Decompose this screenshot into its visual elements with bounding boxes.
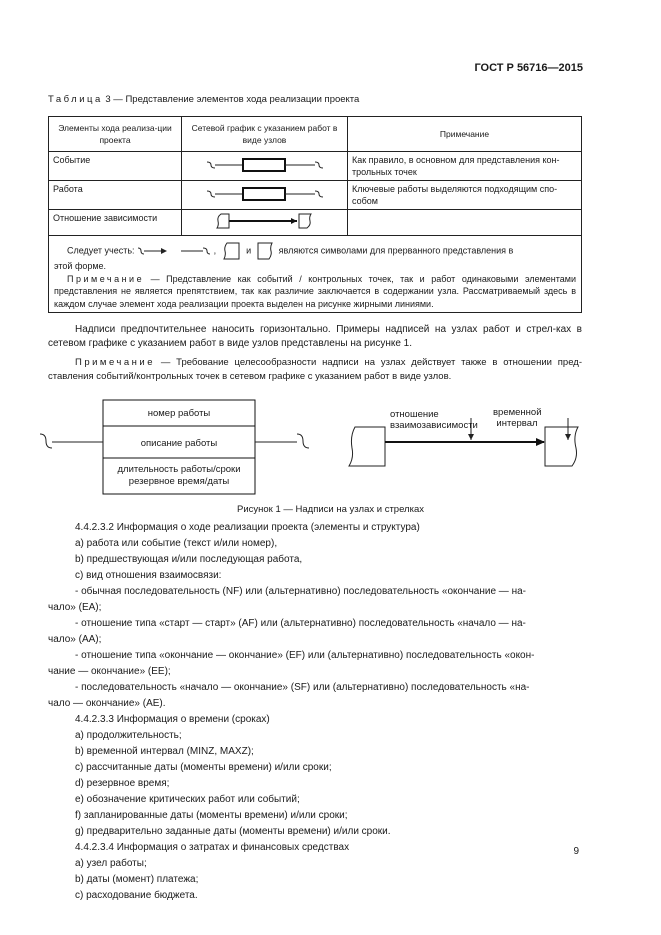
standard-header: ГОСТ Р 56716—2015	[474, 62, 583, 74]
list-item: b) временной интервал (MINZ, MAXZ);	[75, 746, 254, 757]
note-requirement-label: Примечание	[75, 357, 155, 368]
broken-line-icon	[179, 244, 211, 258]
list-item: c) расходование бюджета.	[75, 890, 198, 901]
list-item: b) предшествующая и/или последующая работа,	[75, 554, 303, 565]
footer-follow-text: Следует учесть:	[67, 245, 135, 256]
list-item: f) запланированные даты (моменты времени) и/или сроки;	[75, 810, 348, 821]
fig-relation-label-1: отношение	[390, 409, 439, 420]
list-item: a) работа или событие (текст и/или номер),	[75, 538, 278, 549]
section-heading-4-4-2-3-4: 4.4.2.3.4 Информация о затратах и финансовых средствах	[75, 842, 350, 853]
table-3	[48, 116, 582, 313]
row-element-event: Событие	[49, 152, 182, 181]
table-caption-prefix: Таблица	[48, 94, 103, 105]
broken-node-left-icon	[221, 242, 241, 260]
footer-note	[54, 273, 576, 311]
row-element-relation: Отношение зависимости	[49, 210, 182, 236]
section-heading-4-4-2-3-2: 4.4.2.3.2 Информация о ходе реализации проекта (элементы и структура)	[75, 522, 420, 533]
table-header-col1: Элементы хода реализа-ции проекта	[49, 117, 182, 152]
list-item: b) даты (момент) платежа;	[75, 874, 199, 885]
list-item-continuation: чало» (AA);	[48, 634, 102, 645]
list-item: a) продолжительность;	[75, 730, 182, 741]
list-item: - обычная последовательность (NF) или (альтернативно) последовательность «окончание — на-	[75, 586, 526, 597]
figure-1-caption: Рисунок 1 — Надписи на узлах и стрелках	[237, 504, 424, 515]
list-item: e) обозначение критических работ или событий;	[75, 794, 300, 805]
broken-arrow-icon	[137, 244, 169, 258]
note-requirement-text: — Требование целесообразности надписи на узлах действует также в отношении пред-ставления событий/контрольных точек в сетевом графике с указанием работ в виде узлов.	[48, 357, 582, 382]
dependency-symbol-icon	[215, 212, 315, 230]
footer-note-label: Примечание	[67, 273, 145, 284]
fig-box-reserve-label: резервное время/даты	[128, 476, 230, 487]
table-header-col3: Примечание	[348, 117, 582, 152]
paragraph-labels: Надписи предпочтительнее наносить горизонтально. Примеры надписей на узлах работ и стрел-ках в сетевом графике с указанием работ в виде узлов представлены на рисунке 1.	[48, 324, 582, 349]
figure-1	[35, 394, 595, 500]
list-item: - отношение типа «старт — старт» (AF) или (альтернативно) последовательность «начало — на-	[75, 618, 526, 629]
list-item-continuation: чание — окончание» (EE);	[48, 666, 171, 677]
list-item: g) предварительно заданные даты (моменты времени) и/или сроки.	[75, 826, 391, 837]
broken-node-right-icon	[256, 242, 276, 260]
row-note-relation	[348, 210, 582, 236]
fig-box-number-label: номер работы	[147, 408, 211, 419]
footer-and-text: и	[246, 245, 252, 256]
list-item: a) узел работы;	[75, 858, 147, 869]
fig-box-duration-label: длительность работы/сроки	[117, 464, 241, 475]
fig-box-description-label: описание работы	[140, 438, 218, 449]
list-item: - отношение типа «окончание — окончание» (EF) или (альтернативно) последовательность «окон-	[75, 650, 535, 661]
fig-relation-label	[390, 409, 478, 431]
list-item-continuation: чало» (EA);	[48, 602, 102, 613]
list-item-continuation: чало — окончание» (AE).	[48, 698, 166, 709]
event-symbol-cell	[182, 152, 348, 181]
row-element-work: Работа	[49, 181, 182, 210]
fig-interval-label-1: временной	[493, 407, 542, 418]
footer-rest-text: являются символами для прерванного представления в	[278, 245, 514, 256]
footer-note-text: — Представление как событий / контрольных точек, так и работ одинаковыми элементами представления не является препятствием, так как различие заключается в содержании узла. Рассматриваемый здесь в каждом случае элемент хода реализации проекта выделен на рисунке жирными линиями.	[54, 273, 576, 309]
table-caption-text: 3 — Представление элементов хода реализации проекта	[102, 94, 360, 105]
table-row	[49, 210, 582, 236]
footer-symbols-line: Следует учесть: , и являются символами для прерванного представления в	[54, 242, 576, 260]
page-number: 9	[573, 846, 579, 857]
list-item: d) резервное время;	[75, 778, 170, 789]
row-note-event: Как правило, в основном для представления кон-трольных точек	[348, 152, 582, 181]
table-header-row	[49, 117, 582, 152]
list-item: c) рассчитанные даты (моменты времени) и/или сроки;	[75, 762, 332, 773]
fig-interval-label	[493, 407, 541, 429]
event-symbol-icon	[205, 157, 325, 173]
table-footer-row	[49, 236, 582, 313]
list-item: c) вид отношения взаимосвязи:	[75, 570, 222, 581]
table-footer-cell	[49, 236, 582, 313]
fig-interval-label-2: интервал	[496, 418, 538, 429]
table-header-col2: Сетевой график с указанием работ в виде узлов	[182, 117, 348, 152]
table-caption	[48, 94, 359, 105]
footer-rest-text-2: этой форме.	[54, 261, 107, 271]
row-note-work: Ключевые работы выделяются подходящим спо-собом	[348, 181, 582, 210]
list-item: - последовательность «начало — окончание» (SF) или (альтернативно) последовательность «на-	[75, 682, 530, 693]
table-row	[49, 152, 582, 181]
work-symbol-icon	[205, 186, 325, 202]
note-requirement	[48, 356, 582, 383]
table-row	[49, 181, 582, 210]
section-heading-4-4-2-3-3: 4.4.2.3.3 Информация о времени (сроках)	[75, 714, 270, 725]
relation-symbol-cell	[182, 210, 348, 236]
work-symbol-cell	[182, 181, 348, 210]
fig-relation-label-2: взаимозависимости	[390, 420, 478, 431]
